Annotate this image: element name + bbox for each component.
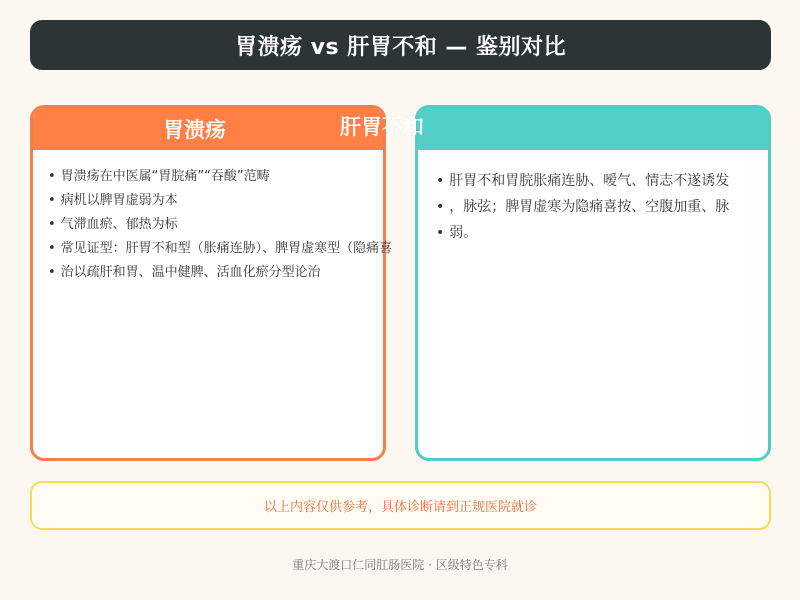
list-item: • 肝胃不和胃脘胀痛连胁、嗳气、情志不遂诱发 [436, 168, 771, 194]
list-item: • 胃溃疡在中医属“胃脘痛”“吞酸”范畴 [48, 165, 392, 189]
right-panel-list [436, 168, 771, 246]
left-panel-list [48, 165, 392, 285]
page-title: 胃溃疡 vs 肝胃不和 — 鉴别对比 [234, 34, 567, 60]
right-panel [415, 105, 771, 461]
disclaimer-text: 以上内容仅供参考，具体诊断请到正规医院就诊 [263, 500, 537, 515]
header-bar [30, 20, 771, 70]
list-item: • 气滞血瘀、郁热为标 [48, 213, 392, 237]
left-panel-header [33, 108, 383, 150]
left-panel-title: 胃溃疡 [163, 118, 226, 142]
disclaimer-box [30, 481, 771, 530]
list-item: • 病机以脾胃虚弱为本 [48, 189, 392, 213]
footer-text: 重庆大渡口仁同肛肠医院 · 区级特色专科 [292, 558, 508, 572]
list-item: • 治以疏肝和胃、温中健脾、活血化瘀分型论治 [48, 261, 392, 285]
list-item: • 弱。 [436, 220, 771, 246]
right-panel-title: 肝胃不和 [340, 115, 424, 139]
list-item: • ，脉弦；脾胃虚寒为隐痛喜按、空腹加重、脉 [436, 194, 771, 220]
list-item: • 常见证型：肝胃不和型（胀痛连胁）、脾胃虚寒型（隐痛喜 [48, 237, 392, 261]
right-panel-header [418, 108, 768, 150]
